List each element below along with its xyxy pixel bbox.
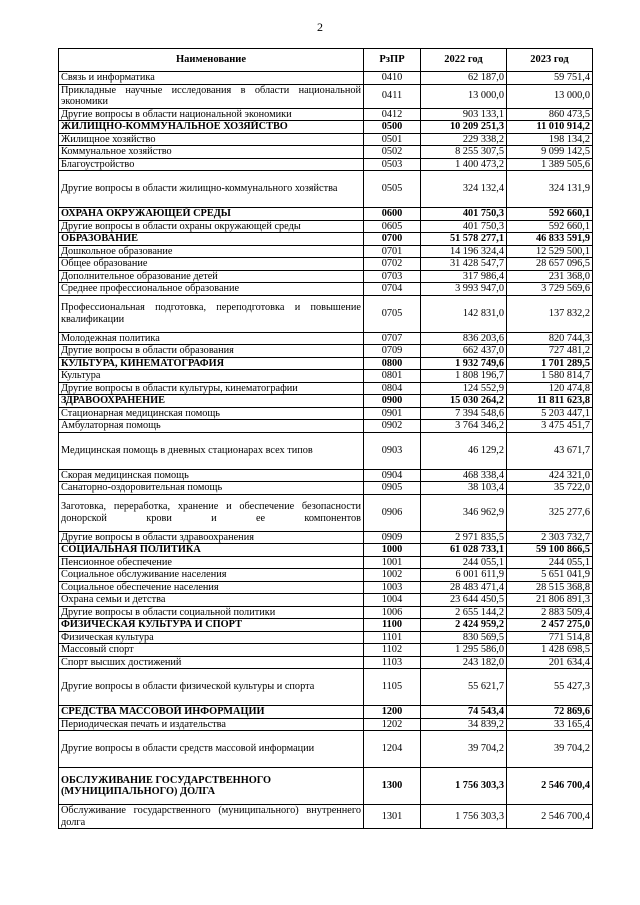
row-value-2022: 61 028 733,1 (421, 544, 507, 557)
row-value-2023: 198 134,2 (507, 133, 593, 146)
row-code: 0600 (364, 208, 421, 221)
row-name: ЖИЛИЩНО-КОММУНАЛЬНОЕ ХОЗЯЙСТВО (59, 121, 364, 134)
row-name: Массовый спорт (59, 644, 364, 657)
row-value-2023: 33 165,4 (507, 718, 593, 731)
row-value-2022: 23 644 450,5 (421, 594, 507, 607)
row-value-2023: 592 660,1 (507, 220, 593, 233)
section-row (59, 768, 593, 805)
table-row (59, 805, 593, 829)
row-value-2022: 2 655 144,2 (421, 606, 507, 619)
row-value-2023: 120 474,8 (507, 382, 593, 395)
row-value-2023: 9 099 142,5 (507, 146, 593, 159)
row-code: 1000 (364, 544, 421, 557)
row-value-2023: 35 722,0 (507, 482, 593, 495)
table-row (59, 594, 593, 607)
row-value-2023: 3 729 569,6 (507, 283, 593, 296)
row-value-2022: 836 203,6 (421, 332, 507, 345)
row-code: 1001 (364, 556, 421, 569)
row-code: 1103 (364, 656, 421, 669)
row-value-2023: 5 203 447,1 (507, 407, 593, 420)
row-value-2022: 903 133,1 (421, 108, 507, 121)
table-row (59, 631, 593, 644)
row-value-2022: 1 756 303,3 (421, 805, 507, 829)
table-row (59, 382, 593, 395)
row-value-2022: 34 839,2 (421, 718, 507, 731)
section-row (59, 208, 593, 221)
row-name: Пенсионное обеспечение (59, 556, 364, 569)
row-code: 0902 (364, 420, 421, 433)
row-name: СРЕДСТВА МАССОВОЙ ИНФОРМАЦИИ (59, 706, 364, 719)
row-value-2022: 39 704,2 (421, 731, 507, 768)
table-row (59, 420, 593, 433)
table-row (59, 569, 593, 582)
table-row (59, 407, 593, 420)
row-code: 1300 (364, 768, 421, 805)
row-name: СОЦИАЛЬНАЯ ПОЛИТИКА (59, 544, 364, 557)
row-code: 0411 (364, 84, 421, 108)
row-value-2023: 201 634,4 (507, 656, 593, 669)
row-code: 0801 (364, 370, 421, 383)
row-value-2023: 1 428 698,5 (507, 644, 593, 657)
row-name: Коммунальное хозяйство (59, 146, 364, 159)
table-row (59, 133, 593, 146)
row-code: 1004 (364, 594, 421, 607)
row-value-2022: 1 400 473,2 (421, 158, 507, 171)
row-value-2022: 14 196 324,4 (421, 245, 507, 258)
row-value-2023: 72 869,6 (507, 706, 593, 719)
row-code: 0804 (364, 382, 421, 395)
row-name: КУЛЬТУРА, КИНЕМАТОГРАФИЯ (59, 357, 364, 370)
row-name: Благоустройство (59, 158, 364, 171)
table-row (59, 581, 593, 594)
table-row (59, 345, 593, 358)
header-code: РзПР (364, 49, 421, 72)
row-code: 0909 (364, 531, 421, 544)
row-value-2022: 8 255 307,5 (421, 146, 507, 159)
row-value-2023: 3 475 451,7 (507, 420, 593, 433)
row-name: Другие вопросы в области охраны окружающей среды (59, 220, 364, 233)
row-name: Другие вопросы в области средств массовой информации (59, 731, 364, 768)
row-name: Связь и информатика (59, 72, 364, 85)
row-code: 0705 (364, 295, 421, 332)
row-value-2022: 3 993 947,0 (421, 283, 507, 296)
section-row (59, 706, 593, 719)
row-code: 0707 (364, 332, 421, 345)
row-name: Медицинская помощь в дневных стационарах всех типов (59, 432, 364, 469)
row-value-2022: 324 132,4 (421, 171, 507, 208)
row-code: 0800 (364, 357, 421, 370)
row-value-2023: 13 000,0 (507, 84, 593, 108)
row-code: 0503 (364, 158, 421, 171)
row-value-2023: 11 811 623,8 (507, 395, 593, 408)
row-name: Жилищное хозяйство (59, 133, 364, 146)
row-value-2023: 55 427,3 (507, 669, 593, 706)
row-value-2022: 51 578 277,1 (421, 233, 507, 246)
row-name: Другие вопросы в области жилищно-коммунального хозяйства (59, 171, 364, 208)
table-row (59, 283, 593, 296)
row-value-2022: 124 552,9 (421, 382, 507, 395)
row-name: Другие вопросы в области здравоохранения (59, 531, 364, 544)
table-row (59, 718, 593, 731)
row-name: Физическая культура (59, 631, 364, 644)
table-row (59, 370, 593, 383)
table-row (59, 220, 593, 233)
row-code: 1202 (364, 718, 421, 731)
header-2022: 2022 год (421, 49, 507, 72)
row-value-2023: 137 832,2 (507, 295, 593, 332)
row-code: 0709 (364, 345, 421, 358)
table-row (59, 108, 593, 121)
row-code: 0901 (364, 407, 421, 420)
row-value-2023: 21 806 891,3 (507, 594, 593, 607)
row-code: 0701 (364, 245, 421, 258)
row-name: ОБРАЗОВАНИЕ (59, 233, 364, 246)
section-row (59, 357, 593, 370)
row-code: 1105 (364, 669, 421, 706)
row-value-2023: 231 368,0 (507, 270, 593, 283)
row-value-2023: 2 303 732,7 (507, 531, 593, 544)
row-value-2022: 401 750,3 (421, 220, 507, 233)
section-row (59, 619, 593, 632)
row-value-2022: 243 182,0 (421, 656, 507, 669)
row-name: ОБСЛУЖИВАНИЕ ГОСУДАРСТВЕННОГО (МУНИЦИПАЛЬНОГО) ДОЛГА (59, 768, 364, 805)
row-value-2022: 244 055,1 (421, 556, 507, 569)
row-name: Среднее профессиональное образование (59, 283, 364, 296)
header-name: Наименование (59, 49, 364, 72)
row-code: 1006 (364, 606, 421, 619)
row-code: 0903 (364, 432, 421, 469)
row-value-2023: 28 515 368,8 (507, 581, 593, 594)
row-name: Охрана семьи и детства (59, 594, 364, 607)
row-code: 0702 (364, 258, 421, 271)
row-code: 1204 (364, 731, 421, 768)
row-value-2022: 229 338,2 (421, 133, 507, 146)
row-name: Спорт высших достижений (59, 656, 364, 669)
row-value-2023: 59 100 866,5 (507, 544, 593, 557)
row-value-2023: 592 660,1 (507, 208, 593, 221)
row-value-2022: 55 621,7 (421, 669, 507, 706)
row-value-2022: 317 986,4 (421, 270, 507, 283)
row-name: ЗДРАВООХРАНЕНИЕ (59, 395, 364, 408)
row-name: Другие вопросы в области национальной экономики (59, 108, 364, 121)
table-row (59, 469, 593, 482)
row-value-2022: 1 295 586,0 (421, 644, 507, 657)
row-code: 1301 (364, 805, 421, 829)
row-value-2022: 468 338,4 (421, 469, 507, 482)
row-code: 0704 (364, 283, 421, 296)
table-row (59, 270, 593, 283)
row-value-2023: 2 883 509,4 (507, 606, 593, 619)
row-value-2022: 62 187,0 (421, 72, 507, 85)
row-code: 0502 (364, 146, 421, 159)
row-value-2022: 10 209 251,3 (421, 121, 507, 134)
row-name: Общее образование (59, 258, 364, 271)
row-name: Санаторно-оздоровительная помощь (59, 482, 364, 495)
table-row (59, 669, 593, 706)
row-value-2023: 727 481,2 (507, 345, 593, 358)
row-code: 0906 (364, 494, 421, 531)
row-value-2022: 1 932 749,6 (421, 357, 507, 370)
row-name: Обслуживание государственного (муниципального) внутреннего долга (59, 805, 364, 829)
row-value-2022: 2 424 959,2 (421, 619, 507, 632)
row-code: 0905 (364, 482, 421, 495)
row-name: Дополнительное образование детей (59, 270, 364, 283)
row-code: 0500 (364, 121, 421, 134)
row-code: 0904 (364, 469, 421, 482)
row-name: Социальное обеспечение населения (59, 581, 364, 594)
row-value-2022: 346 962,9 (421, 494, 507, 531)
row-value-2023: 39 704,2 (507, 731, 593, 768)
row-name: ФИЗИЧЕСКАЯ КУЛЬТУРА И СПОРТ (59, 619, 364, 632)
row-value-2022: 74 543,4 (421, 706, 507, 719)
row-code: 1101 (364, 631, 421, 644)
row-name: ОХРАНА ОКРУЖАЮЩЕЙ СРЕДЫ (59, 208, 364, 221)
row-value-2023: 860 473,5 (507, 108, 593, 121)
row-code: 0900 (364, 395, 421, 408)
row-value-2023: 11 010 914,2 (507, 121, 593, 134)
table-row (59, 531, 593, 544)
table-row (59, 606, 593, 619)
row-value-2022: 46 129,2 (421, 432, 507, 469)
table-row (59, 171, 593, 208)
table-row (59, 556, 593, 569)
row-value-2022: 142 831,0 (421, 295, 507, 332)
row-name: Культура (59, 370, 364, 383)
row-code: 1200 (364, 706, 421, 719)
row-code: 0700 (364, 233, 421, 246)
row-value-2022: 830 569,5 (421, 631, 507, 644)
table-row (59, 432, 593, 469)
row-value-2023: 59 751,4 (507, 72, 593, 85)
row-value-2023: 820 744,3 (507, 332, 593, 345)
table-row (59, 245, 593, 258)
row-value-2022: 31 428 547,7 (421, 258, 507, 271)
row-name: Стационарная медицинская помощь (59, 407, 364, 420)
table-row (59, 258, 593, 271)
table-row (59, 84, 593, 108)
row-value-2022: 2 971 835,5 (421, 531, 507, 544)
header-2023: 2023 год (507, 49, 593, 72)
table-row (59, 482, 593, 495)
row-value-2023: 424 321,0 (507, 469, 593, 482)
table-row (59, 72, 593, 85)
row-name: Другие вопросы в области культуры, кинематографии (59, 382, 364, 395)
row-value-2023: 1 580 814,7 (507, 370, 593, 383)
row-code: 0410 (364, 72, 421, 85)
row-code: 0501 (364, 133, 421, 146)
table-header-row (59, 49, 593, 72)
row-value-2023: 2 546 700,4 (507, 768, 593, 805)
row-value-2022: 15 030 264,2 (421, 395, 507, 408)
row-code: 0412 (364, 108, 421, 121)
row-name: Периодическая печать и издательства (59, 718, 364, 731)
row-value-2023: 46 833 591,9 (507, 233, 593, 246)
row-name: Молодежная политика (59, 332, 364, 345)
row-value-2022: 3 764 346,2 (421, 420, 507, 433)
row-value-2022: 6 001 611,9 (421, 569, 507, 582)
row-value-2023: 2 457 275,0 (507, 619, 593, 632)
row-name: Заготовка, переработка, хранение и обеспечение безопасности донорской крови и ее компонентов (59, 494, 364, 531)
budget-table (58, 48, 593, 829)
row-name: Другие вопросы в области образования (59, 345, 364, 358)
row-value-2023: 12 529 500,1 (507, 245, 593, 258)
table-row (59, 332, 593, 345)
row-value-2022: 1 808 196,7 (421, 370, 507, 383)
table-row (59, 158, 593, 171)
row-name: Социальное обслуживание населения (59, 569, 364, 582)
row-code: 1003 (364, 581, 421, 594)
table-row (59, 731, 593, 768)
row-name: Амбулаторная помощь (59, 420, 364, 433)
row-value-2022: 401 750,3 (421, 208, 507, 221)
row-value-2023: 5 651 041,9 (507, 569, 593, 582)
section-row (59, 121, 593, 134)
row-value-2022: 7 394 548,6 (421, 407, 507, 420)
row-code: 1102 (364, 644, 421, 657)
table-row (59, 295, 593, 332)
table-row (59, 494, 593, 531)
row-name: Другие вопросы в области социальной политики (59, 606, 364, 619)
row-value-2023: 325 277,6 (507, 494, 593, 531)
row-code: 0505 (364, 171, 421, 208)
row-value-2023: 244 055,1 (507, 556, 593, 569)
row-value-2023: 1 389 505,6 (507, 158, 593, 171)
row-code: 1100 (364, 619, 421, 632)
row-name: Профессиональная подготовка, переподготовка и повышение квалификации (59, 295, 364, 332)
row-name: Дошкольное образование (59, 245, 364, 258)
row-value-2023: 771 514,8 (507, 631, 593, 644)
row-value-2023: 43 671,7 (507, 432, 593, 469)
row-code: 0703 (364, 270, 421, 283)
section-row (59, 544, 593, 557)
row-name: Скорая медицинская помощь (59, 469, 364, 482)
row-value-2023: 1 701 289,5 (507, 357, 593, 370)
row-name: Прикладные научные исследования в области национальной экономики (59, 84, 364, 108)
row-value-2023: 2 546 700,4 (507, 805, 593, 829)
table-row (59, 146, 593, 159)
row-value-2022: 13 000,0 (421, 84, 507, 108)
row-value-2022: 38 103,4 (421, 482, 507, 495)
section-row (59, 233, 593, 246)
table-row (59, 644, 593, 657)
row-code: 0605 (364, 220, 421, 233)
row-code: 1002 (364, 569, 421, 582)
row-value-2023: 28 657 096,5 (507, 258, 593, 271)
row-value-2022: 662 437,0 (421, 345, 507, 358)
row-value-2023: 324 131,9 (507, 171, 593, 208)
section-row (59, 395, 593, 408)
row-value-2022: 28 483 471,4 (421, 581, 507, 594)
page-number: 2 (317, 20, 323, 34)
row-value-2022: 1 756 303,3 (421, 768, 507, 805)
table-row (59, 656, 593, 669)
row-name: Другие вопросы в области физической культуры и спорта (59, 669, 364, 706)
